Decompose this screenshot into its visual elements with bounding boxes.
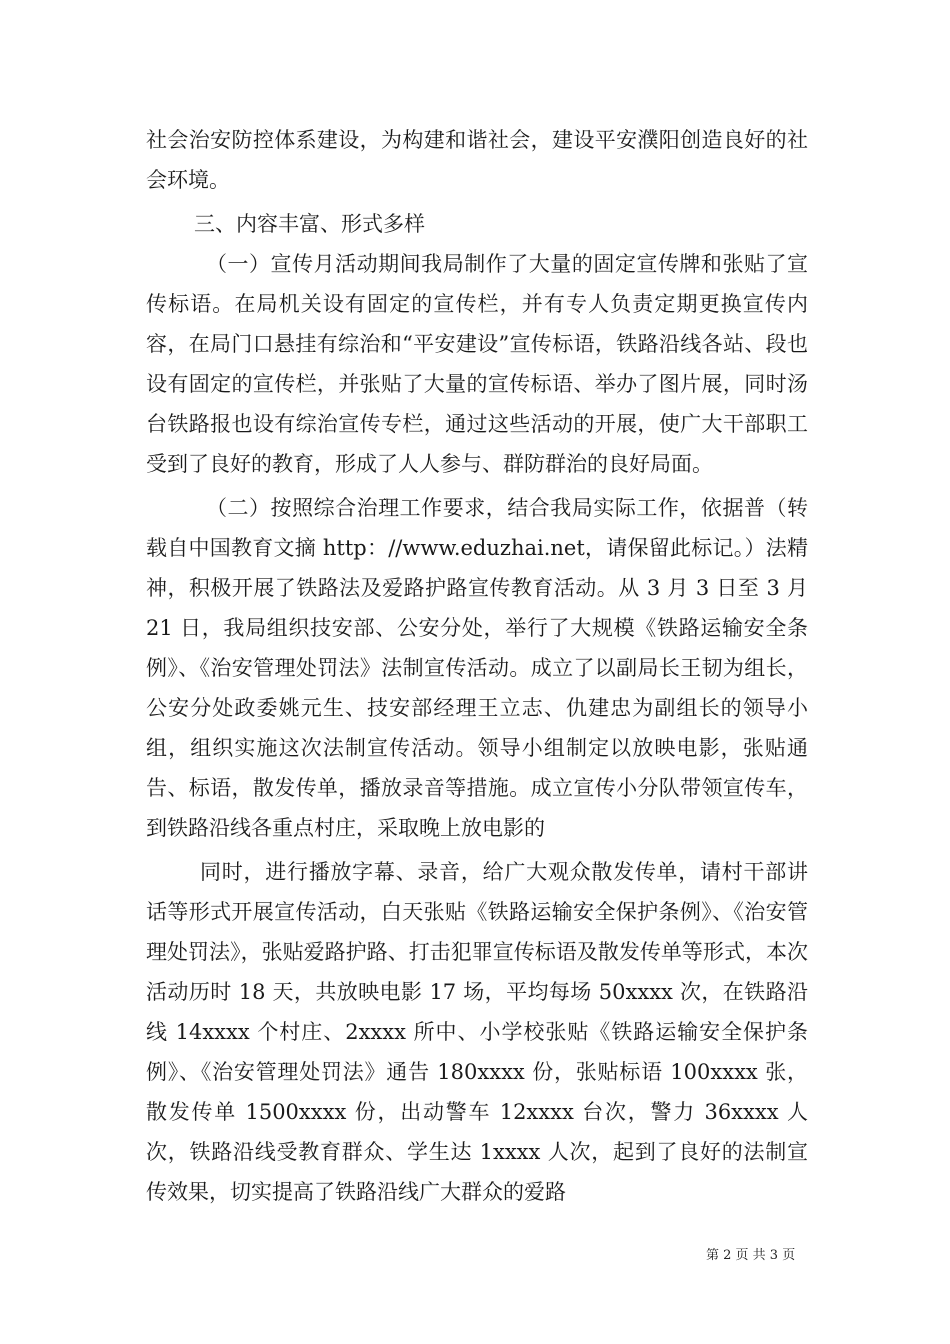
paragraph-continued: 同时，进行播放字幕、录音，给广大观众散发传单，请村干部讲话等形式开展宣传活动，白天张贴《铁路运输安全保护条例》、《治安管理处罚法》，张贴爱路护路、打击犯罪宣传标语及散发传单等形式，本次活动历时 18 天，共放映电影 17 场，平均每场 50xxxx 次，在铁路沿线 14xxxx 个村庄、2xxxx 所中、小学校张贴《铁路运输安全保护条例》、《治安管理处罚法》通告 180xxxx 份，张贴标语 100xxxx 张，散发传单 1500xxxx 份，出动警车 12xxxx 台次，警力 36xxxx 人次，铁路沿线受教育群众、学生达 1xxxx 人次，起到了良好的法制宣传效果，切实提高了铁路沿线广大群众的爱路 [146,860,808,1204]
paragraph-continuation: 社会治安防控体系建设，为构建和谐社会，建设平安濮阳创造良好的社会环境。 [146,128,808,192]
document-body [146,120,808,1212]
paragraph-item-2: （二）按照综合治理工作要求，结合我局实际工作，依据普（转载自中国教育文摘 http：//www.eduzhai.net，请保留此标记。）法精神，积极开展了铁路法及爱路护路宣传教育活动。从 3 月 3 日至 3 月 21 日，我局组织技安部、公安分处，举行了大规模《铁路运输安全条例》、《治安管理处罚法》法制宣传活动。成立了以副局长王韧为组长，公安分处政委姚元生、技安部经理王立志、仇建忠为副组长的领导小组，组织实施这次法制宣传活动。领导小组制定以放映电影，张贴通告、标语，散发传单，播放录音等措施。成立宣传小分队带领宣传车，到铁路沿线各重点村庄，采取晚上放电影的 [146,496,808,840]
section-heading: 三、内容丰富、形式多样 [194,212,425,236]
paragraph-item-1: （一）宣传月活动期间我局制作了大量的固定宣传牌和张贴了宣传标语。在局机关设有固定的宣传栏，并有专人负责定期更换宣传内容，在局门口悬挂有综治和“平安建设”宣传标语，铁路沿线各站、段也设有固定的宣传栏，并张贴了大量的宣传标语、举办了图片展，同时汤台铁路报也设有综治宣传专栏，通过这些活动的开展，使广大干部职工受到了良好的教育，形成了人人参与、群防群治的良好局面。 [146,252,808,476]
page-number-footer: 第 2 页 共 3 页 [706,1248,796,1263]
